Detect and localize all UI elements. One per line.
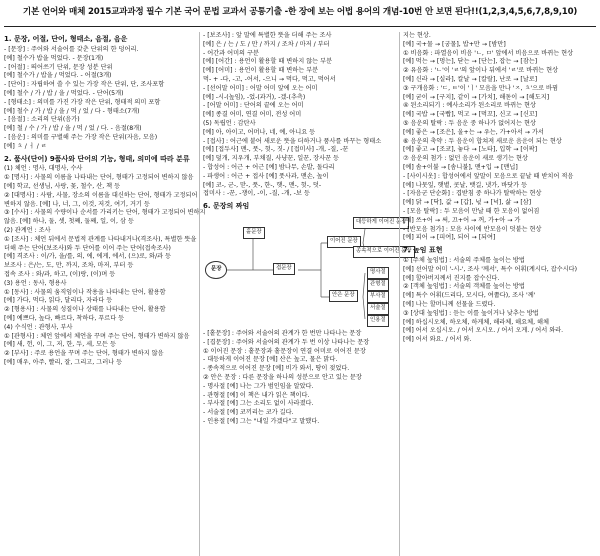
text-line: [예] 어서 오십시오. / 어서 오시오. / 어서 오게. / 어서 와라. (403, 327, 564, 335)
text-line: - [사이시옷] : 합성어에서 앞말이 모음으로 끝날 때 받치어 적음 (403, 172, 574, 180)
text-line: 변하지 않음. [예] 나, 너, 그, 이것, 저것, 여기, 거기 등 (4, 200, 150, 208)
text-line: - [음운] : 의미를 구별해 주는 가장 작은 단위(자음, 모음) (4, 133, 158, 141)
text-line: - [홑문장] : 주어와 서술어의 관계가 한 번만 나타나는 문장 (203, 330, 362, 338)
text-line: - [모음 탈락] : 두 모음이 만날 때 한 모음이 없어짐 (403, 207, 540, 215)
text-line: ① [동사] : 사물의 움직임이나 작용을 나타내는 단어, 활용함 (4, 288, 166, 296)
text-line: [예] 매우, 아주, 빨리, 잘, 그리고, 그러나 등 (4, 358, 123, 366)
text-line: [예] 좋고 → [조코], 놓다 → [노타], 입학 → [이팍] (403, 146, 538, 154)
diagram-hub: 문장 (205, 261, 227, 279)
text-line: ① [조사] : 체언 뒤에서 문법적 관계를 나타내거나(격조사), 특별한 뜻을 (4, 235, 197, 243)
sentence-structure-diagram (203, 215, 412, 327)
text-line: [예] 신라 → [실라], 칼날 → [칼랄], 난로 → [날로] (403, 75, 538, 83)
diagram-leaf: 관형절 (367, 279, 389, 291)
text-line: [예] 새, 헌, 이, 그, 저, 한, 두, 세, 모든 등 (4, 341, 116, 349)
text-line: [예] 철수가 / 밥을 / 먹었다. - 어절(3개) (4, 72, 112, 80)
text-line: [예] 예쁘다, 높다, 빠르다, 착하다, 푸르다 등 (4, 314, 125, 322)
text-line: [예] 쓰+어 → 써, 끄+어 → 꺼, 가+아 → 가 (403, 216, 521, 224)
title-rule (4, 26, 596, 27)
text-line: - [보조사] : 앞 말에 특별한 뜻을 더해 주는 조사 (203, 32, 332, 39)
text-line: [예] 솜+이불 → [솜니불], 맨+입 → [맨닙] (403, 163, 518, 171)
text-line: [예] 철수 / 가 / 밥 / 을 / 먹었다. - 단어(5개) (4, 89, 124, 97)
text-line: [예] 국+물 → [궁물], 밥+만 → [밤만] (403, 40, 506, 48)
text-line: ① [관형사] : 체언 앞에서 체언을 꾸며 주는 단어, 형태가 변하지 않음 (4, 332, 190, 340)
text-line: [예] 덮개, 지우개, 부채질, 사냥꾼, 일꾼, 장사꾼 등 (203, 155, 340, 163)
diagram-node-simple: 홑문장 (243, 227, 265, 239)
text-line: [예] ㅊ / ㅓ / ㄹ (4, 142, 47, 150)
text-line: [예] 특수 어휘(드리다, 모시다, 여쭙다), 조사 '께' (403, 292, 536, 300)
text-line: - [어말 어미] : 단어의 끝에 오는 어미 (203, 102, 304, 110)
text-line: - [반모음 첨가] : 모음 사이에 반모음이 덧붙는 현상 (403, 225, 542, 233)
text-line: ⑥ 음운의 축약 : 두 음운이 합쳐져 새로운 음운이 되는 현상 (403, 137, 562, 145)
text-line: [예] 할아버지께서 진지를 잡수신다. (403, 274, 500, 282)
text-line: - 관형절 [예] 이 책은 내가 읽은 책이다. (203, 391, 310, 399)
text-line: - 합성어 : 어근 + 어근 [예] 밤나무, 손발, 돌다리 (203, 163, 335, 171)
diagram-leaf: 종속적으로 이어진 문장 (353, 246, 415, 258)
text-line: - [겹문장] : 주어와 서술어의 관계가 두 번 이상 나타나는 문장 (203, 338, 370, 346)
diagram-leaf: 부사절 (367, 291, 389, 303)
text-line: 더해 주는 단어(보조사)와 두 단어를 이어 주는 단어(접속조사) (4, 244, 171, 252)
text-line: [예] 코-, 군-, 맏-, 풋-, 한-, 햇-, 맨-, 헛-, 덧- (203, 181, 322, 189)
text-line: ② 유음화 : 'ㄴ'이 'ㄹ'의 앞이나 뒤에서 'ㄹ'로 바뀌는 현상 (403, 67, 559, 75)
text-line: - 종속적으로 이어진 문장 [예] 비가 와서, 땅이 젖었다. (203, 365, 350, 373)
text-line: - [문장] : 주어와 서술어를 갖춘 단위의 한 덩어리. (4, 45, 139, 53)
text-line: [예] 철수가 밥을 먹었다. - 문장(1개) (4, 54, 104, 62)
text-line: [예] 굳이 → [구지], 같이 → [가치], 해돋이 → [해도지] (403, 93, 550, 101)
text-line: [예] -시-(높임), -었-(과거), -겠-(추측) (203, 93, 306, 101)
column-divider (399, 32, 400, 556)
text-line: ③ [상대 높임법] : 듣는 이를 높이거나 낮추는 방법 (403, 309, 539, 317)
text-line: (3) 용언 : 동사, 형용사 (4, 279, 67, 287)
document-title: 기본 언어와 매체 2015교과과정 필수 기본 국어 문법 교과서 공통기출 -한 장에 보는 어법 용어의 개념-10번 안 보면 된다!!(1,2,3,4,5,6,7,8,9,10) (22, 7, 578, 17)
text-line: ④ 된소리되기 : 예사소리가 된소리로 바뀌는 현상 (403, 102, 536, 110)
text-line: - [선어말 어미] : 어말 어미 앞에 오는 어미 (203, 84, 318, 92)
text-line: ① 이어진 문장 : 홑문장과 홑문장이 연결 어미로 이어진 문장 (203, 347, 366, 355)
diagram-leaf: 인용절 (367, 315, 389, 327)
text-line: - 파생어 : 어근 + 접사 [예] 풋사과, 맨손, 높이 (203, 172, 329, 180)
text-line: [예] 아, 아이고, 어머나, 네, 예, 아니요 등 (203, 128, 316, 136)
text-line: [예] 학교, 선생님, 사랑, 꽃, 철수, 산, 책 등 (4, 183, 121, 191)
text-line: [예] 국밥 → [국빱], 먹고 → [먹꼬], 신고 → [신꼬] (403, 111, 538, 119)
text-line: - 부사절 [예] 그는 소리도 없이 사라졌다. (203, 400, 314, 408)
text-line: (5) 독립언 : 감탄사 (203, 119, 256, 127)
text-line: ② [객체 높임법] : 서술의 객체를 높이는 방법 (403, 283, 525, 291)
text-line: ⑦ 음운의 첨가 : 없던 음운이 새로 생기는 현상 (403, 155, 528, 163)
text-line: [예] 격조사 : 이/가, 을/를, 의, 에, 에게, 에서, (으)로, 와/과 등 (4, 253, 171, 261)
column-3 (403, 32, 596, 556)
text-line: [예] 먹는 → [멍는], 닫는 → [단는], 잡는 → [잠는] (403, 58, 538, 66)
text-line: 접미사 : -꾼, -쟁이, -이, -질, -개, -보 등 (203, 190, 310, 198)
diagram-leaf: 명사절 (367, 267, 389, 279)
text-line: [예] 가다, 먹다, 읽다, 달리다, 자라다 등 (4, 297, 113, 305)
section-heading: 6. 문장의 짜임 (203, 202, 250, 211)
text-line: - [어절] : 띄어쓰기 단위, 문장 성분 단위 (4, 63, 113, 71)
column-divider (199, 32, 200, 556)
text-line: [예] 철수 / 가 / 밥 / 을 / 먹 / 었 / 다 - 형태소(7개) (4, 107, 140, 115)
text-line: [예] 좋은 → [조은], 울+는 → 우는, 가+아서 → 가서 (403, 128, 544, 136)
text-line: ⑤ 음운의 탈락 : 두 음운 중 하나가 없어지는 현상 (403, 119, 536, 127)
text-line: ② [형용사] : 사물의 성질이나 상태를 나타내는 단어, 활용함 (4, 306, 166, 314)
diagram-node-complex: 겹문장 (273, 263, 295, 275)
text-line: ② 안은 문장 : 다른 문장을 하나의 성분으로 안고 있는 문장 (203, 374, 362, 382)
text-line: ① [주체 높임법] : 서술의 주체를 높이는 방법 (403, 257, 525, 265)
section-heading: 7. 높임 표현 (403, 246, 443, 255)
text-line: ① 비음화 : 파열음이 비음 'ㄴ, ㅁ' 앞에서 비음으로 바뀌는 현상 (403, 49, 574, 57)
text-line: - 어간과 어미의 구분 (203, 49, 259, 57)
text-line: (4) 수식언 : 관형사, 부사 (4, 323, 73, 331)
text-line: [예] 어서 와요. / 어서 와. (403, 336, 472, 344)
text-line: ② [부사] : 주로 용언을 꾸며 주는 단어, 형태가 변하지 않음 (4, 350, 164, 358)
text-line: - [음절] : 소리의 단위(음가) (4, 116, 80, 124)
text-line: - [형태소] : 의미를 가진 가장 작은 단위, 형태적 의미 포함 (4, 98, 161, 106)
section-heading: 1. 문장, 어절, 단어, 형태소, 음절, 음운 (4, 35, 128, 43)
text-line: [예] 닭 → [닥], 값 → [갑], 넋 → [넉], 삶 → [삼] (403, 199, 532, 207)
text-line: - [자음군 단순화] : 겹받침 중 하나가 탈락하는 현상 (403, 190, 542, 198)
text-line: - [단어] : 자립하여 쓸 수 있는 가장 작은 단위, 단, 조사포함 (4, 81, 165, 89)
text-line: ① [명사] : 사물의 이름을 나타내는 단어, 형태가 고정되어 변하지 않음 (4, 174, 194, 182)
diagram-leaf: 대등하게 이어진 문장 (353, 217, 409, 229)
text-line: [예] [접두사] 맨-, 풋-, 헛-, 짓- / [접미사] -개, -질, -꾼 (203, 146, 349, 154)
text-line: (1) 체언 : 명사, 대명사, 수사 (4, 165, 83, 173)
text-line: [예] 철 / 수 / 가 / 밥 / 을 / 먹 / 었 / 다. - 음절(8개) (4, 125, 142, 133)
text-line: [예] [어미] : 용언이 활용할 때 변하는 부분 (203, 67, 319, 75)
text-line: 지는 현상. (403, 32, 431, 39)
text-line: - 서술절 [예] 코끼리는 코가 길다. (203, 409, 294, 417)
text-line: [예] 나는 할머니께 선물을 드렸다. (403, 301, 496, 309)
text-line: ③ [수사] : 사물의 수량이나 순서를 가리키는 단어, 형태가 고정되어 변하지 (4, 209, 206, 217)
text-line: - 대등하게 이어진 문장 [예] 산은 높고, 물은 맑다. (203, 356, 338, 364)
text-line: 보조사 : 은/는, 도, 만, 까지, 조차, 마저, 부터 등 (4, 262, 134, 270)
text-line: ② [대명사] : 사람, 사물, 장소의 이름을 대신하는 단어, 형태가 고정되어 (4, 191, 198, 199)
diagram-leaf: 서술절 (367, 303, 389, 315)
diagram-node-embedded: 안은 문장 (329, 290, 358, 302)
column-1 (4, 32, 206, 556)
text-line: ③ 구개음화 : 'ㄷ, ㅌ'이 'ㅣ' 모음을 만나 'ㅈ, ㅊ'으로 바뀜 (403, 84, 559, 92)
text-line: 접속 조사 : 와/과, 하고, (이)랑, (이)며 등 (4, 271, 116, 278)
text-line: [예] 종결 어미, 연결 어미, 전성 어미 (203, 111, 302, 119)
text-line: - 인용절 [예] 그는 "내일 가겠다"고 말했다. (203, 418, 320, 426)
text-line: - [접사] : 어근에 붙어 새로운 뜻을 더하거나 품사를 바꾸는 형태소 (203, 137, 382, 145)
text-line: 않음. [예] 하나, 둘, 셋, 첫째, 둘째, 일, 이, 삼 등 (4, 218, 134, 226)
text-line: (2) 관계언 : 조사 (4, 227, 51, 235)
text-line: [예] 나뭇잎, 햇볕, 콧날, 뱃길, 냇가, 바닷가 등 (403, 181, 528, 189)
diagram-node-conjoined: 이어진 문장 (327, 236, 361, 248)
text-line: [예] 피어 → [피여], 되어 → [되여] (403, 234, 496, 242)
text-line: [예] 선어말 어미 '-시-', 조사 '께서', 특수 어휘(계시다, 잡수시다) (403, 265, 578, 273)
text-line: [예] [어간] : 용언이 활용할 때 변하지 않는 부분 (203, 58, 333, 66)
text-line: 먹- + -다, -고, -어서, -으니 → 먹다, 먹고, 먹어서 (203, 75, 336, 83)
text-line: [예] 하십시오체, 하오체, 하게체, 해라체, 해요체, 해체 (403, 318, 550, 326)
column-2 (203, 32, 412, 556)
section-heading: 2. 품사(단어) 9품사와 단어의 기능, 형태, 의미에 따라 분류 (4, 154, 190, 163)
text-line: - 명사절 [예] 나는 그가 범인임을 알았다. (203, 382, 314, 390)
text-line: [예] 은 / 는 / 도 / 만 / 까지 / 조차 / 마저 / 부터 (203, 40, 330, 48)
